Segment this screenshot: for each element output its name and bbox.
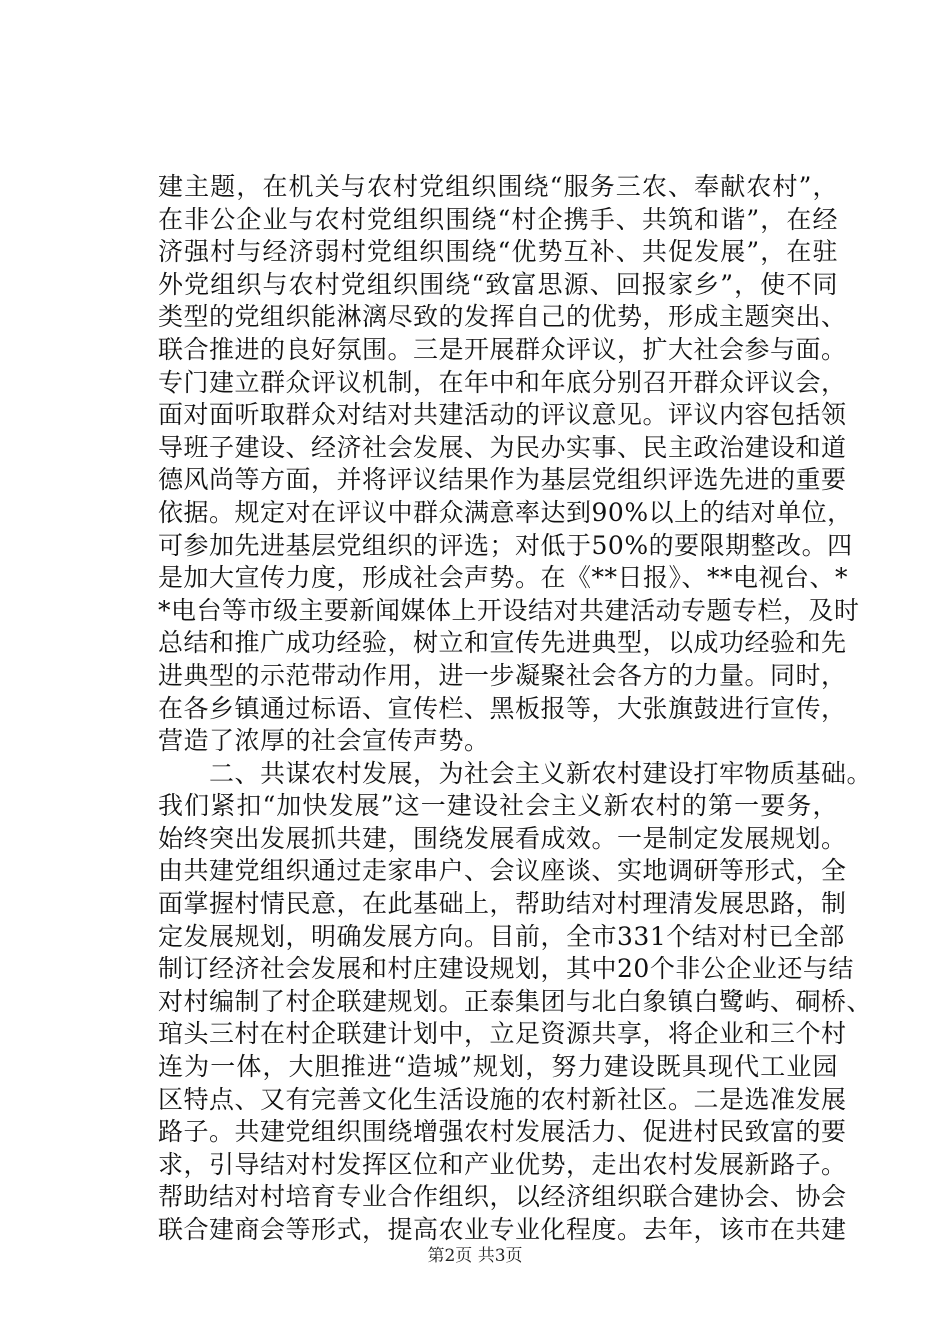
text-line: 联合建商会等形式，提高农业专业化程度。去年，该市在共建 (158, 1215, 847, 1244)
text-line: 帮助结对村培育专业合作组织，以经济组织联合建协会、协会 (158, 1182, 847, 1212)
text-line: 进典型的示范带动作用，进一步凝聚社会各方的力量。同时， (158, 660, 847, 690)
text-line: 制订经济社会发展和村庄建设规划，其中20个非公企业还与结 (158, 954, 854, 984)
text-line: 联合推进的良好氛围。三是开展群众评议，扩大社会参与面。 (158, 334, 847, 364)
text-line: 区特点、又有完善文化生活设施的农村新社区。二是选准发展 (158, 1084, 847, 1114)
text-line: 始终突出发展抓共建，围绕发展看成效。一是制定发展规划。 (158, 823, 847, 853)
text-line: 二、共谋农村发展，为社会主义新农村建设打牢物质基础。 (158, 758, 873, 788)
body-text (158, 171, 873, 1247)
text-line: 我们紧扣“加快发展”这一建设社会主义新农村的第一要务， (158, 791, 838, 821)
text-line: 由共建党组织通过走家串户、会议座谈、实地调研等形式，全 (158, 856, 847, 886)
text-line: 在各乡镇通过标语、宣传栏、黑板报等，大张旗鼓进行宣传， (158, 693, 847, 723)
text-line: 琯头三村在村企联建计划中，立足资源共享，将企业和三个村 (158, 1019, 847, 1049)
text-line: 是加大宣传力度，形成社会声势。在《**日报》、**电视台、* (158, 563, 849, 593)
text-line: 外党组织与农村党组织围绕“致富思源、回报家乡”，使不同 (158, 269, 838, 299)
text-line: 济强村与经济弱村党组织围绕“优势互补、共促发展”，在驻 (158, 237, 838, 267)
text-line: *电台等市级主要新闻媒体上开设结对共建活动专题专栏，及时 (158, 595, 860, 625)
page-footer: 第2页 共3页 (427, 1246, 523, 1266)
text-line: 导班子建设、经济社会发展、为民办实事、民主政治建设和道 (158, 432, 847, 462)
text-line: 求，引导结对村发挥区位和产业优势，走出农村发展新路子。 (158, 1149, 847, 1179)
text-line: 定发展规划，明确发展方向。目前，全市331个结对村已全部 (158, 921, 845, 951)
text-line: 依据。规定对在评议中群众满意率达到90%以上的结对单位， (158, 497, 853, 527)
text-line: 德风尚等方面，并将评议结果作为基层党组织评选先进的重要 (158, 465, 847, 495)
text-line: 面对面听取群众对结对共建活动的评议意见。评议内容包括领 (158, 400, 847, 430)
text-line: 连为一体，大胆推进“造城”规划，努力建设既具现代工业园 (158, 1052, 838, 1082)
text-line: 路子。共建党组织围绕增强农村发展活力、促进村民致富的要 (158, 1117, 847, 1147)
text-line: 对村编制了村企联建规划。正泰集团与北白象镇白鹭屿、硐桥、 (158, 986, 873, 1016)
text-line: 可参加先进基层党组织的评选；对低于50%的要限期整改。四 (158, 530, 853, 560)
text-line: 在非公企业与农村党组织围绕“村企携手、共筑和谐”，在经 (158, 204, 838, 234)
text-line: 类型的党组织能淋漓尽致的发挥自己的优势，形成主题突出、 (158, 302, 847, 332)
text-line: 专门建立群众评议机制，在年中和年底分别召开群众评议会， (158, 367, 847, 397)
text-line: 建主题，在机关与农村党组织围绕“服务三农、奉献农村”， (158, 172, 838, 201)
text-line: 面掌握村情民意，在此基础上，帮助结对村理清发展思路，制 (158, 889, 847, 919)
text-line: 营造了浓厚的社会宣传声势。 (158, 726, 490, 756)
text-line: 总结和推广成功经验，树立和宣传先进典型，以成功经验和先 (158, 628, 847, 658)
